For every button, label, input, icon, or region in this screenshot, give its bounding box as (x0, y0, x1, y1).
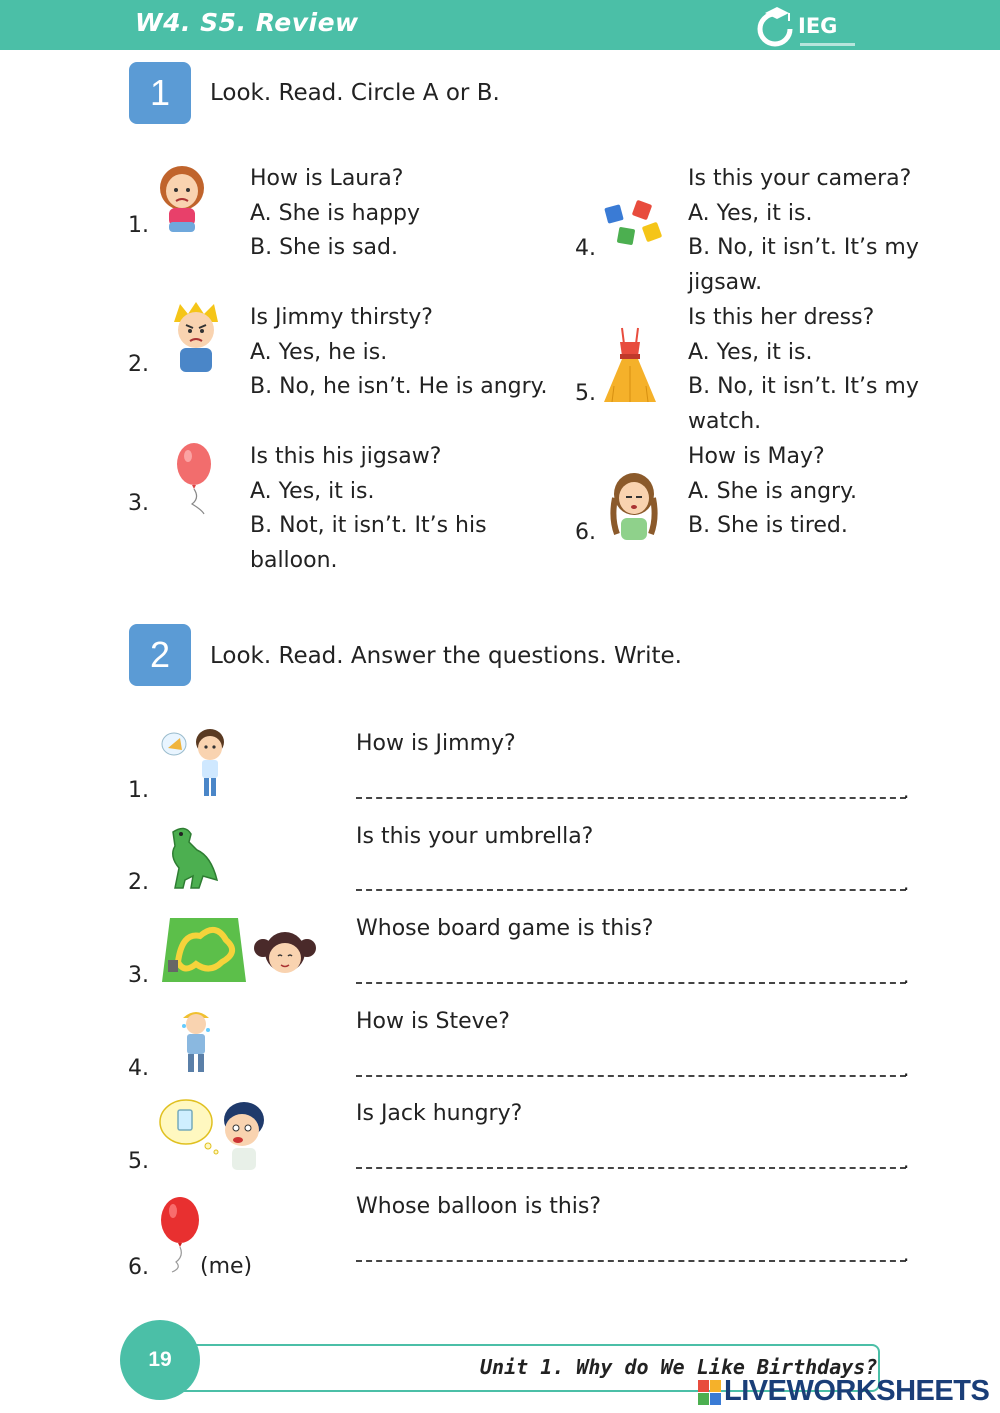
s1-option-a[interactable]: A. Yes, it is. (250, 478, 375, 504)
owner-hint: (me) (200, 1254, 253, 1279)
dinosaur-toy-icon (163, 822, 223, 892)
section1-instruction: Look. Read. Circle A or B. (210, 80, 500, 106)
dress-icon (600, 326, 660, 406)
sad-girl-icon (155, 162, 209, 236)
s1-option-b-cont: watch. (688, 409, 762, 435)
s1-question: Is this her dress? (688, 305, 875, 330)
answer-field[interactable] (356, 1075, 906, 1077)
line-end-dot: . (903, 964, 910, 988)
section2-badge: 2 (129, 624, 191, 686)
s1-option-b[interactable]: B. No, it isn’t. It’s my (688, 374, 919, 400)
answer-field[interactable] (356, 1260, 906, 1262)
s1-question: Is this his jigsaw? (250, 444, 442, 469)
s2-question: Whose board game is this? (356, 916, 654, 941)
tired-girl-icon (605, 468, 663, 544)
s2-question: Is Jack hungry? (356, 1101, 523, 1126)
s1-question-block (250, 301, 548, 405)
s1-option-b[interactable]: B. She is tired. (688, 513, 848, 539)
logo-text: IEG (798, 14, 838, 38)
line-end-dot: . (903, 871, 910, 895)
section2-instruction: Look. Read. Answer the questions. Write. (210, 643, 682, 669)
liveworksheets-watermark[interactable]: LIVEWORKSHEETS (724, 1375, 990, 1407)
balloon-icon (172, 440, 218, 516)
s1-option-b[interactable]: B. No, it isn’t. It’s my (688, 235, 919, 261)
s1-question: Is this your camera? (688, 166, 912, 191)
s1-question-block (688, 440, 857, 544)
s2-question: How is Steve? (356, 1009, 510, 1034)
s1-item-number: 3. (128, 491, 149, 516)
line-end-dot: . (903, 1242, 910, 1266)
s2-item-number: 1. (128, 778, 149, 803)
s1-option-a[interactable]: A. She is angry. (688, 478, 857, 504)
s1-item-number: 2. (128, 352, 149, 377)
s1-question-block (250, 162, 420, 266)
thirsty-boy-icon (158, 1098, 268, 1172)
answer-field[interactable] (356, 797, 906, 799)
hot-boy-icon (175, 1006, 217, 1076)
s2-item-number: 6. (128, 1255, 149, 1280)
balloon-icon (158, 1196, 204, 1274)
s1-item-number: 6. (575, 520, 596, 545)
s1-item-number: 5. (575, 381, 596, 406)
answer-field[interactable] (356, 1167, 906, 1169)
s1-option-b-cont: balloon. (250, 548, 338, 574)
s2-item-number: 4. (128, 1056, 149, 1081)
line-end-dot: . (903, 779, 910, 803)
s1-option-b[interactable]: B. Not, it isn’t. It’s his (250, 513, 487, 539)
s1-option-a[interactable]: A. Yes, it is. (688, 339, 813, 365)
hungry-boy-icon (160, 726, 228, 800)
s1-item-number: 1. (128, 213, 149, 238)
s1-question-block (688, 162, 919, 301)
line-end-dot: . (903, 1057, 910, 1081)
answer-field[interactable] (356, 982, 906, 984)
s2-item-number: 3. (128, 963, 149, 988)
board-game-girl-icon (160, 912, 320, 988)
s1-option-a[interactable]: A. Yes, he is. (250, 339, 388, 365)
s1-item-number: 4. (575, 236, 596, 261)
answer-field[interactable] (356, 889, 906, 891)
s2-question: Whose balloon is this? (356, 1194, 602, 1219)
unit-title: Unit 1. Why do We Like Birthdays? (480, 1355, 878, 1379)
page-number: 19 (120, 1320, 200, 1400)
s1-question: How is May? (688, 444, 825, 469)
s2-item-number: 5. (128, 1149, 149, 1174)
header-title: W4. S5. Review (135, 8, 359, 37)
s1-question-block (688, 301, 919, 440)
liveworksheets-logo-icon (698, 1380, 722, 1406)
line-end-dot: . (903, 1149, 910, 1173)
s1-question-block (250, 440, 487, 579)
jigsaw-icon (600, 198, 668, 256)
s1-option-a[interactable]: A. Yes, it is. (688, 200, 813, 226)
angry-boy-icon (168, 300, 224, 375)
s2-question: Is this your umbrella? (356, 824, 594, 849)
s1-question: How is Laura? (250, 166, 404, 191)
s1-question: Is Jimmy thirsty? (250, 305, 433, 330)
s1-option-b-cont: jigsaw. (688, 270, 763, 296)
s1-option-b[interactable]: B. She is sad. (250, 235, 398, 261)
s2-question: How is Jimmy? (356, 731, 516, 756)
section1-badge: 1 (129, 62, 191, 124)
s1-option-a[interactable]: A. She is happy (250, 200, 421, 226)
s1-option-b[interactable]: B. No, he isn’t. He is angry. (250, 374, 548, 400)
s2-item-number: 2. (128, 870, 149, 895)
